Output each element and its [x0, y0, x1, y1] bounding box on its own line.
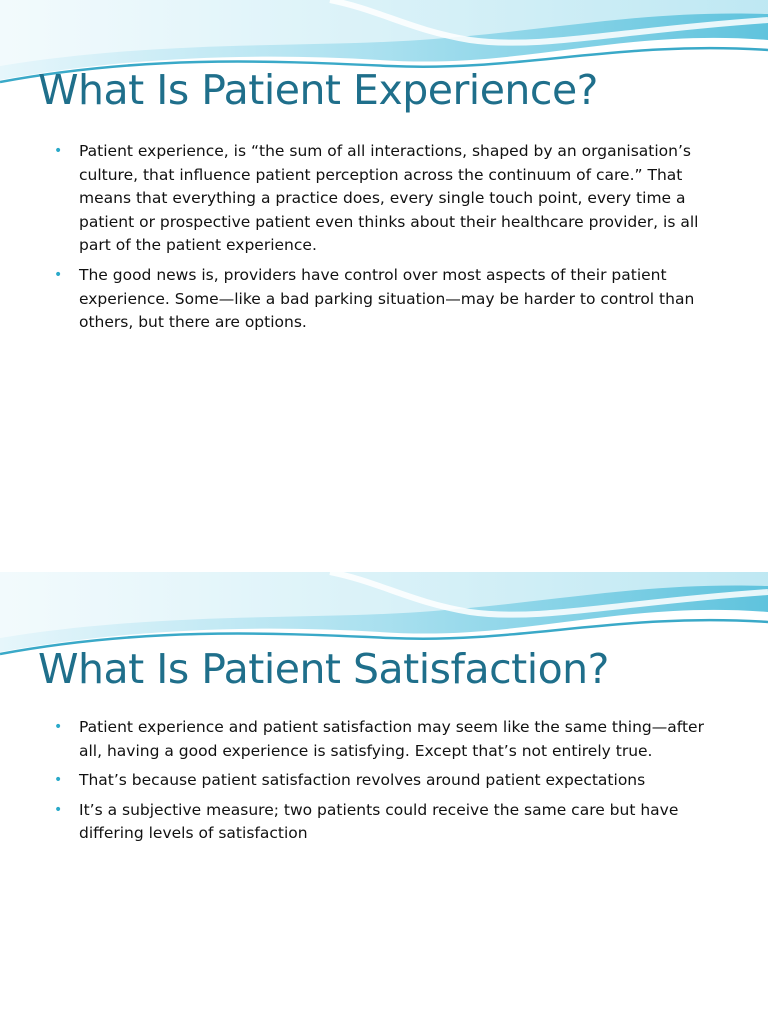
- bullet-icon: •: [54, 143, 63, 159]
- bullet-text: That’s because patient satisfaction revolves around patient expectations: [79, 771, 646, 790]
- bullet-text: Patient experience and patient satisfaction may seem like the same thing—after all, having a good experience is satisfying. Except that’s not entirely true.: [79, 718, 704, 760]
- bullet-icon: •: [54, 719, 63, 735]
- bullet-text: It’s a subjective measure; two patients could receive the same care but have differing levels of satisfaction: [79, 800, 679, 843]
- slide-title: What Is Patient Satisfaction?: [38, 645, 609, 693]
- bullet-list: [54, 716, 714, 852]
- bullet-list: [54, 140, 714, 341]
- bullet-text: Patient experience, is “the sum of all interactions, shaped by an organisation’s culture, that influence patient perception across the continuum of care.” That means that everything a practice does, every single touch point, every time a patient or prospective patient even thinks about their healthcare provider, is all part of the patient experience.: [79, 142, 699, 255]
- bullet-item: [54, 799, 714, 846]
- bullet-icon: •: [54, 772, 63, 789]
- slide-2: [0, 572, 768, 1024]
- bullet-icon: •: [54, 801, 63, 818]
- bullet-item: [54, 140, 714, 258]
- bullet-item: [54, 769, 714, 793]
- bullet-text: The good news is, providers have control over most aspects of their patient experience. Some—like a bad parking situation—may be harder to control than others, but there are options.: [79, 265, 695, 332]
- bullet-item: [54, 264, 714, 335]
- slide-title: What Is Patient Experience?: [38, 66, 598, 114]
- bullet-item: [54, 716, 714, 763]
- bullet-icon: •: [54, 266, 63, 283]
